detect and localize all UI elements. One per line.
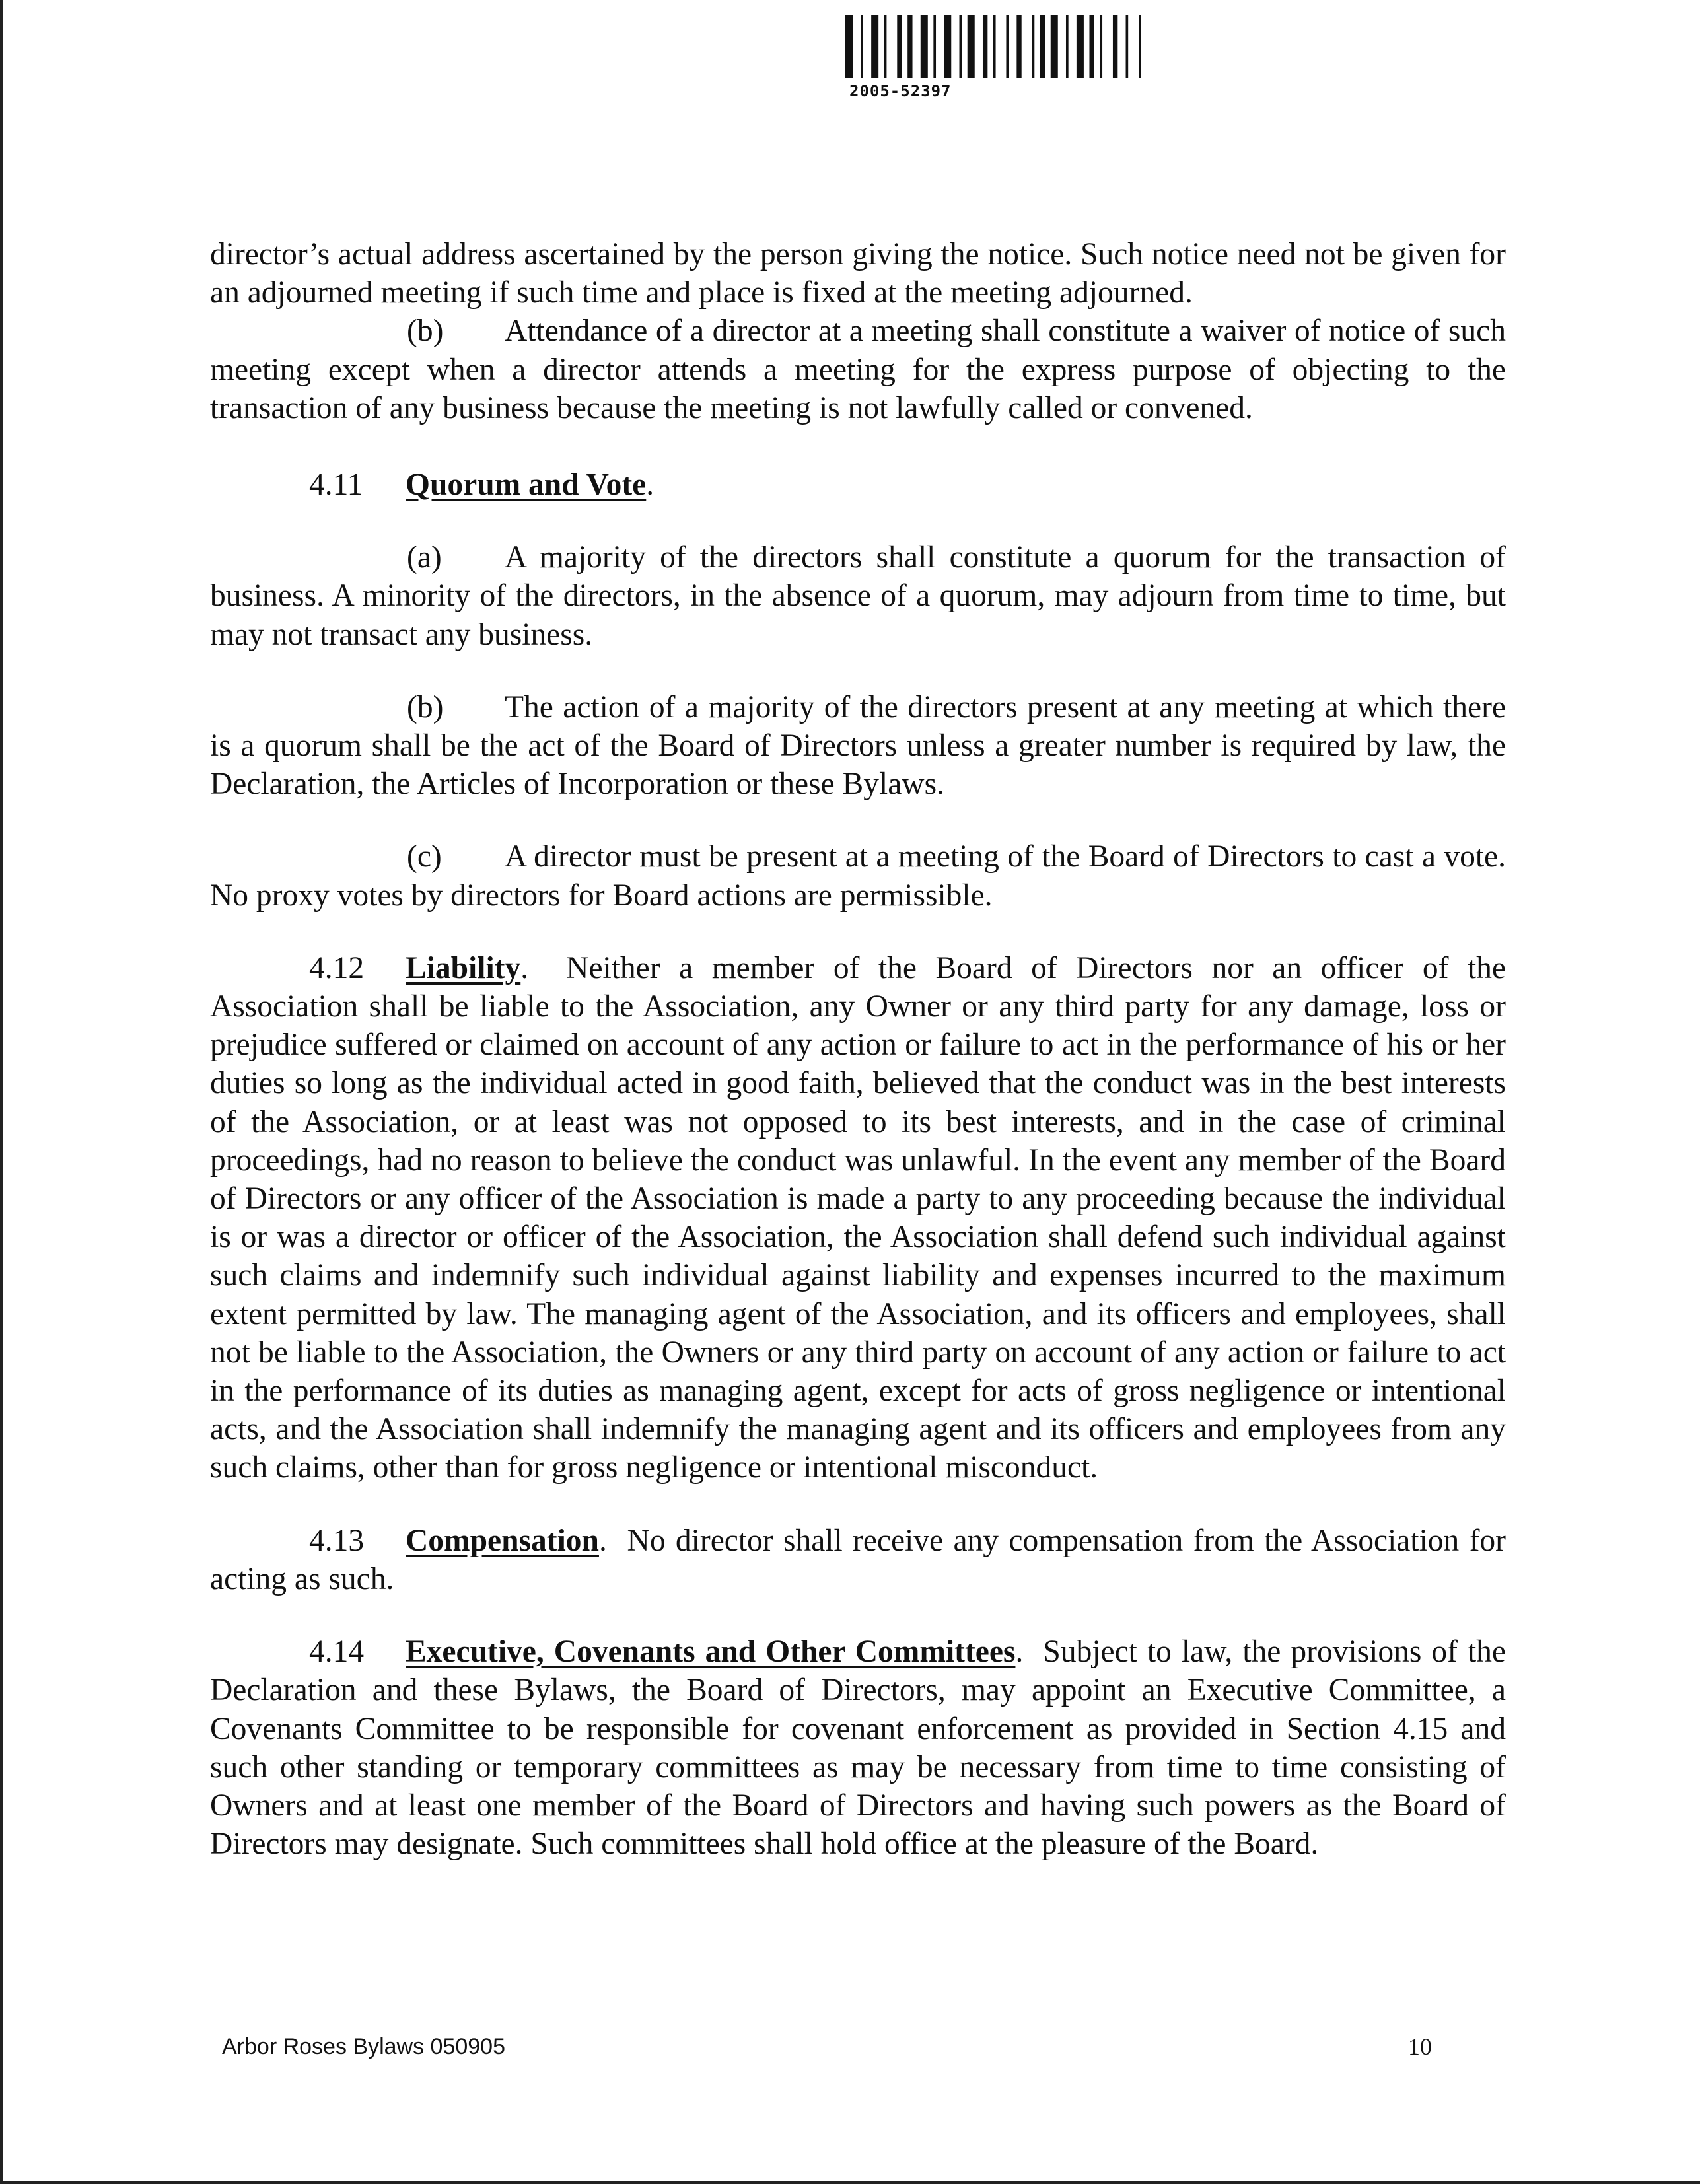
barcode-bar <box>1006 15 1009 78</box>
clause-4-11-b <box>210 688 1506 804</box>
clause-text: The action of a majority of the directors present at any meeting at which there is a quorum shall be the act of the Board of Directors unless a greater number is required by law, the Declaration, the Articles of Incorporation or these Bylaws. <box>210 689 1506 802</box>
section-text: Subject to law, the provisions of the Declaration and these Bylaws, the Board of Directors, may appoint an Executive Committee, a Covenants Committee to be responsible for covenant enforcement as provided in Section 4.15 and such other standing or temporary committees as may be necessary from time to time consisting of Owners and at least one member of the Board of Directors and having such powers as the Board of Directors may designate. Such committees shall hold office at the pleasure of the Board. <box>210 1635 1506 1862</box>
barcode-bar <box>845 15 853 78</box>
clause-label: (b) <box>407 689 444 724</box>
paragraph-notice-continuation: director’s actual address ascertained by the person giving the notice. Such notice need not be given for an adjourned meeting if such time and place is fixed at the meeting adjourned. <box>210 237 1506 310</box>
section-4-12: 4.12 Liability. Neither a member of the Board of Directors nor an officer of the Association shall be liable to the Association, any Owner or any third party for any damage, loss or prejudice suffered or claimed on account of any action or failure to act in the performance of his or her duties so long as the individual acted in good faith, believed that the conduct was in the best interests of the Association, or at least was not opposed to its best interests, and in the case of criminal proceedings, had no reason to believe the conduct was unlawful. In the event any member of the Board of Directors or any officer of the Association is made a party to any proceeding because the individual is or was a director or officer of the Association, the Association shall defend such individual against such claims and indemnify such individual against liability and expenses incurred to the maximum extent permitted by law. The managing agent of the Association, and its officers and employees, shall not be liable to the Association, the Owners or any third party on account of any action or failure to act in the performance of its duties as managing agent, except for acts of gross negligence or intentional acts, and the Association shall indemnify the managing agent and its officers and employees from any such claims, other than for gross negligence or intentional misconduct. <box>210 949 1506 1487</box>
section-number: 4.13 <box>309 1523 365 1558</box>
barcode-image <box>845 15 1149 78</box>
barcode-bar <box>1113 15 1117 78</box>
barcode-bar <box>983 15 987 78</box>
barcode-bar <box>1139 15 1141 78</box>
barcode-bar <box>1089 15 1094 78</box>
section-heading: Liability <box>406 950 521 985</box>
clause-4-11-c <box>210 837 1506 914</box>
barcode-bar <box>933 15 936 78</box>
page-edge-bottom <box>0 2181 1700 2184</box>
clause-text: A majority of the directors shall constitute a quorum for the transaction of business. A minority of the directors, in the absence of a quorum, may adjourn from time to time, but may not transact any business. <box>210 540 1506 652</box>
barcode-bar <box>861 15 863 78</box>
barcode-bar <box>993 15 996 78</box>
clause-label: (b) <box>407 314 444 349</box>
section-text: No director shall receive any compensation from the Association for acting as such. <box>210 1523 1506 1596</box>
section-4-14: 4.14 Executive, Covenants and Other Committees. Subject to law, the provisions of the Declaration and these Bylaws, the Board of Directors, may appoint an Executive Committee, a Covenants Committee to be responsible for covenant enforcement as provided in Section 4.15 and such other standing or temporary committees as may be necessary from time to time consisting of Owners and at least one member of the Board of Directors and having such powers as the Board of Directors may designate. Such committees shall hold office at the pleasure of the Board. <box>210 1633 1506 1863</box>
barcode-bar <box>897 15 902 78</box>
barcode-number: 2005-52397 <box>849 82 952 100</box>
section-heading: Compensation <box>406 1523 599 1558</box>
section-number: 4.14 <box>309 1635 365 1670</box>
barcode-bar <box>1051 15 1058 78</box>
document-body <box>210 235 1506 1863</box>
clause-label: (a) <box>407 540 442 575</box>
section-text: Neither a member of the Board of Directors nor an officer of the Association shall be liable to the Association, any Owner or any third party for any damage, loss or prejudice suffered or claimed on account of any action or failure to act in the performance of his or her duties so long as the individual acted in good faith, believed that the conduct was in the best interests of the Association, or at least was not opposed to its best interests, and in the case of criminal proceedings, had no reason to believe the conduct was unlawful. In the event any member of the Board of Directors or any officer of the Association is made a party to any proceeding because the individual is or was a director or officer of the Association, the Association shall defend such individual against such claims and indemnify such individual against liability and expenses incurred to the maximum extent permitted by law. The managing agent of the Association, and its officers and employees, shall not be liable to the Association, the Owners or any third party on account of any action or failure to act in the performance of its duties as managing agent, except for acts of gross negligence or intentional acts, and the Association shall indemnify the managing agent and its officers and employees from any such claims, other than for gross negligence or intentional misconduct. <box>210 950 1506 1485</box>
barcode-bar <box>921 15 928 78</box>
paragraph-attendance-waiver <box>210 312 1506 427</box>
clause-4-11-a <box>210 538 1506 654</box>
recording-barcode <box>845 15 1149 100</box>
clause-text: Attendance of a director at a meeting shall constitute a waiver of notice of such meeting except when a director attends a meeting for the express purpose of objecting to the transaction of any business because the meeting is not lawfully called or convened. <box>210 314 1506 425</box>
clause-label: (c) <box>407 839 442 874</box>
section-number: 4.12 <box>309 950 365 985</box>
page-edge-left <box>0 0 3 2184</box>
section-number: 4.11 <box>309 468 363 503</box>
barcode-bar <box>884 15 887 78</box>
barcode-bar <box>944 15 951 78</box>
barcode-bar <box>1126 15 1129 78</box>
barcode-bar <box>960 15 962 78</box>
section-4-13: 4.13 Compensation. No director shall receive any compensation from the Association for acting as such. <box>210 1522 1506 1598</box>
barcode-bar <box>1066 15 1069 78</box>
section-heading: Executive, Covenants and Other Committees <box>406 1635 1016 1670</box>
section-heading: Quorum and Vote <box>406 468 647 503</box>
barcode-bar <box>1040 15 1045 78</box>
clause-text: A director must be present at a meeting of the Board of Directors to cast a vote. No proxy votes by directors for Board actions are permissible. <box>210 839 1506 913</box>
barcode-bar <box>907 15 912 78</box>
barcode-bar <box>1032 15 1035 78</box>
barcode-bar <box>1100 15 1102 78</box>
section-4-11-heading-line: 4.11 Quorum and Vote. <box>210 466 1506 504</box>
barcode-bar <box>1077 15 1084 78</box>
barcode-bar <box>1016 15 1021 78</box>
footer-document-name: Arbor Roses Bylaws 050905 <box>222 2034 506 2059</box>
barcode-bar <box>871 15 878 78</box>
footer-page-number: 10 <box>1408 2033 1432 2060</box>
barcode-bar <box>968 15 975 78</box>
